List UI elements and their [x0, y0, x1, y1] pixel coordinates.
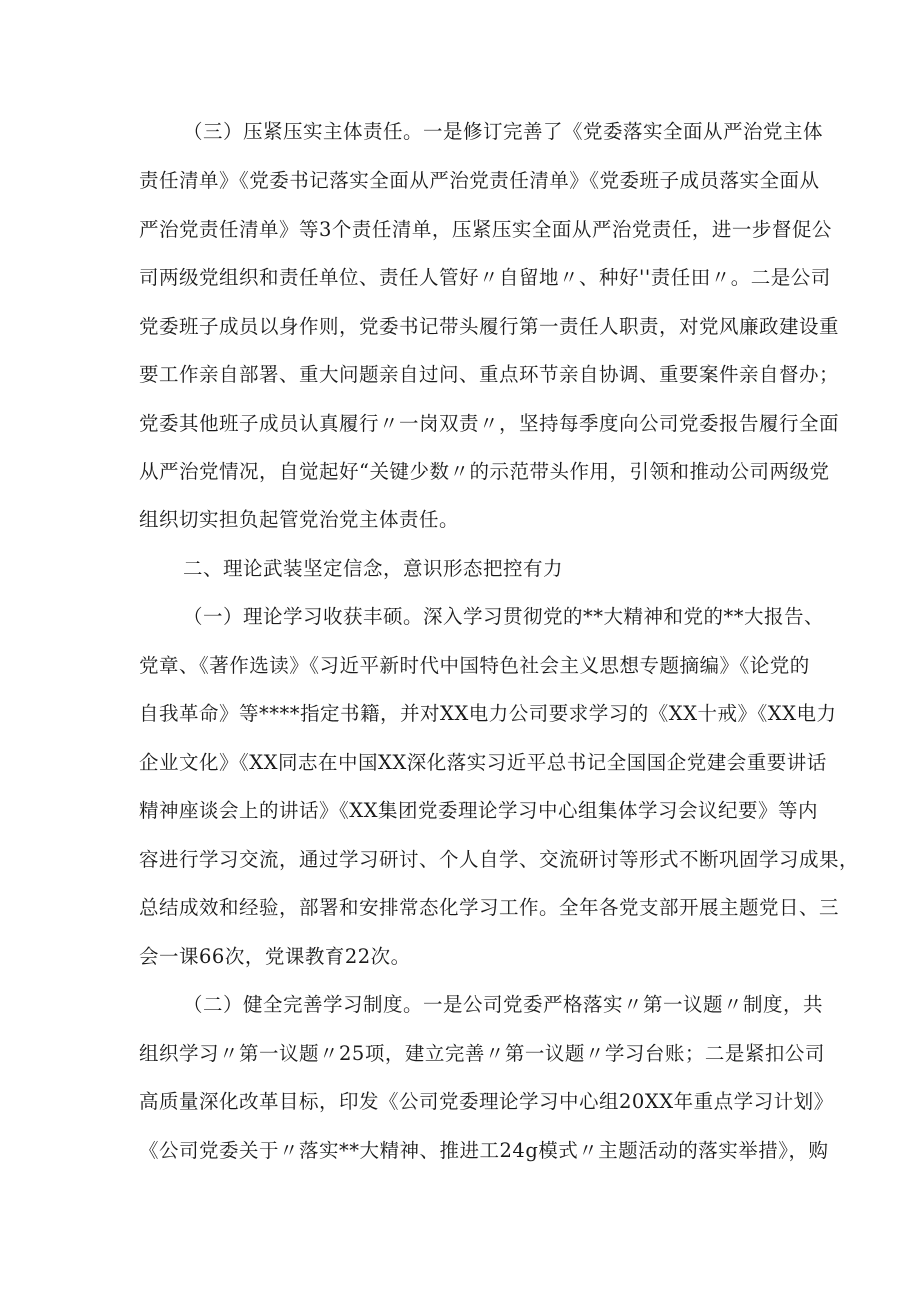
paragraph-line: （二）健全完善学习制度。一是公司党委严格落实〃第一议题〃制度，共: [183, 993, 824, 1016]
paragraph-line: 组织学习〃第一议题〃25项，建立完善〃第一议题〃学习台账；二是紧扣公司: [139, 1042, 825, 1065]
paragraph-line: 要工作亲自部署、重大问题亲自过问、重点环节亲自协调、重要案件亲自督办；: [139, 363, 840, 386]
paragraph-line: （一）理论学习收获丰硕。深入学习贯彻党的**大精神和党的**大报告、: [183, 605, 825, 628]
paragraph-line: 责任清单》《党委书记落实全面从严治党责任清单》《党委班子成员落实全面从: [139, 169, 820, 192]
paragraph-line: 组织切实担负起管党治党主体责任。: [139, 508, 460, 531]
paragraph-line: 党章、《著作选读》《习近平新时代中国特色社会主义思想专题摘编》《论党的: [139, 654, 810, 677]
paragraph-line: 容进行学习交流，通过学习研讨、个人自学、交流研讨等形式不断巩固学习成果，: [139, 848, 860, 871]
paragraph-line: 高质量深化改革目标，印发《公司党委理论学习中心组20XX年重点学习计划》: [139, 1090, 834, 1113]
paragraph-line: 企业文化》《XX同志在中国XX深化落实习近平总书记全国国企党建会重要讲话: [139, 751, 827, 774]
paragraph-line: 党委其他班子成员认真履行〃一岗双责〃，坚持每季度向公司党委报告履行全面: [139, 412, 840, 435]
paragraph-line: 精神座谈会上的讲话》《XX集团党委理论学习中心组集体学习会议纪要》等内: [139, 799, 819, 822]
paragraph-line: 会一课66次，党课教育22次。: [139, 945, 411, 968]
paragraph-line: （三）压紧压实主体责任。一是修订完善了《党委落实全面从严治党主体: [183, 120, 824, 143]
paragraph-line: 总结成效和经验，部署和安排常态化学习工作。全年各党支部开展主题党日、三: [139, 896, 840, 919]
paragraph-line: 司两级党组织和责任单位、责任人管好〃自留地〃、种好''责任田〃。二是公司: [139, 266, 831, 289]
paragraph-line: 从严治党情况，自觉起好“关键少数〃的示范带头作用，引领和推动公司两级党: [139, 460, 830, 483]
paragraph-line: 严治党责任清单》等3个责任清单，压紧压实全面从严治党责任，进一步督促公: [139, 218, 832, 241]
paragraph-line: 《公司党委关于〃落实**大精神、推进工24g模式〃主题活动的落实举措》，购: [139, 1139, 829, 1162]
paragraph-line: 党委班子成员以身作则，党委书记带头履行第一责任人职责，对党风廉政建设重: [139, 315, 840, 338]
paragraph-line: 自我革命》等****指定书籍，并对XX电力公司要求学习的《XX十戒》《XX电力: [139, 702, 837, 725]
section-heading: 二、理论武装坚定信念，意识形态把控有力: [183, 557, 564, 580]
